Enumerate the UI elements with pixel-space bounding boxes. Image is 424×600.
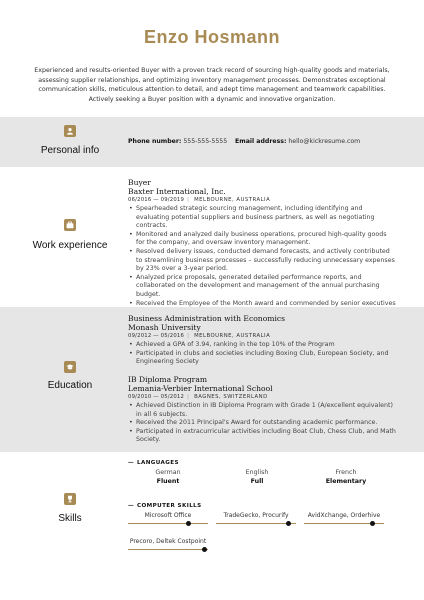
skill-level-marker <box>286 521 291 526</box>
language-name: French <box>335 469 357 476</box>
job-meta: 06/2016 — 09/2019 | MELBOURNE, AUSTRALIA <box>128 197 271 203</box>
skill-level-bar <box>128 549 208 550</box>
computer-skill-item <box>128 538 208 550</box>
skill-level-bar <box>216 523 296 524</box>
section-title-work: Work experience <box>32 240 108 251</box>
education-entry <box>128 375 396 445</box>
skill-level-marker <box>370 521 375 526</box>
language-item <box>214 468 300 486</box>
email-label: Email address: <box>235 138 287 145</box>
list-item: • Monitored and analyzed daily business operations, procured high-quality goods for the company, and oversaw inventory management. <box>128 231 396 248</box>
computer-skill-item <box>128 512 208 524</box>
list-item: • Achieved Distinction in IB Diploma Program with Grade 1 (A/excellent equivalent) in all 6 subjects. <box>128 402 396 419</box>
language-item <box>303 468 389 486</box>
skill-name: TradeGecko, Procurify <box>223 512 289 519</box>
language-level: Elementary <box>325 478 367 485</box>
section-title-education: Education <box>47 380 93 391</box>
phone-label: Phone number: <box>128 138 182 145</box>
education-dates: 09/2012 — 05/2016 <box>128 333 185 339</box>
graduation-cap-icon <box>64 361 76 373</box>
language-name: English <box>245 469 269 476</box>
section-title-skills: Skills <box>58 513 82 524</box>
education-entry <box>128 314 396 367</box>
job-location: MELBOURNE, AUSTRALIA <box>194 197 271 203</box>
education-section <box>0 307 424 452</box>
person-icon <box>64 125 76 137</box>
computer-skills-heading-label: COMPUTER SKILLS <box>137 503 202 509</box>
trophy-icon <box>64 493 76 505</box>
skills-section <box>0 452 424 600</box>
skill-level-marker <box>202 547 207 552</box>
skill-level-marker <box>186 521 191 526</box>
languages-heading: — LANGUAGES <box>128 460 179 466</box>
school-name: Monash University <box>128 323 201 332</box>
language-item <box>125 468 211 486</box>
languages-heading-label: LANGUAGES <box>137 460 179 466</box>
job-dates: 06/2016 — 09/2019 <box>128 197 185 203</box>
skill-level-bar <box>304 523 384 524</box>
language-level: Fluent <box>156 478 180 485</box>
list-item: • Received the Employee of the Month award and commended by senior executives <box>128 300 396 317</box>
work-experience-section <box>0 167 424 307</box>
professional-summary: Experienced and results-oriented Buyer with a proven track record of sourcing high-quality goods and materials, assessing supplier relationships, and optimizing inventory management processes. Demonstrates exceptional communication skills, meticulous attention to detail, and adept time management and teamwork capabilities. Actively seeking a Buyer position with a dynamic and innovative organization. <box>34 67 390 103</box>
language-level: Full <box>250 478 264 485</box>
briefcase-icon <box>64 219 76 231</box>
candidate-name: Enzo Hosmann <box>143 27 280 47</box>
computer-skills-heading: — COMPUTER SKILLS <box>128 503 202 509</box>
degree-title: Business Administration with Economics <box>128 314 286 323</box>
skill-name: AvidXchange, Orderhive <box>307 512 381 519</box>
computer-skill-item <box>304 512 384 524</box>
language-name: German <box>155 469 181 476</box>
list-item: • Participated in clubs and societies including Boxing Club, European Society, and Engineering Society <box>128 350 396 367</box>
skill-level-bar <box>128 523 208 524</box>
list-item: • Participated in extracurricular activities including Boat Club, Chess Club, and Math Society. <box>128 428 396 445</box>
list-item: • Received the 2011 Principal's Award for outstanding academic performance. <box>128 419 396 428</box>
education-bullets <box>128 402 396 445</box>
list-item: • Spearheaded strategic sourcing management, including identifying and evaluating potential suppliers and business partners, as well as negotiating contracts. <box>128 205 396 231</box>
list-item: • Achieved a GPA of 3.94, ranking in the top 10% of the Program <box>128 341 396 350</box>
skill-name: Microsoft Office <box>144 512 192 519</box>
contact-line <box>128 138 396 145</box>
job-entry <box>128 178 396 317</box>
employer-name: Baxter International, Inc. <box>128 187 226 196</box>
personal-info-section <box>0 117 424 167</box>
phone-value[interactable]: 555-555-5555 <box>183 138 228 145</box>
education-meta: 09/2010 — 05/2012 | BAGNES, SWITZERLAND <box>128 394 268 400</box>
education-dates: 09/2010 — 05/2012 <box>128 394 185 400</box>
job-bullets <box>128 205 396 317</box>
education-meta: 09/2012 — 05/2016 | MELBOURNE, AUSTRALIA <box>128 333 271 339</box>
school-name: Lemania-Verbier International School <box>128 384 273 393</box>
education-location: MELBOURNE, AUSTRALIA <box>194 333 271 339</box>
section-title-personal: Personal info <box>40 145 100 156</box>
list-item: • Resolved delivery issues, conducted demand forecasts, and actively contributed to streamlining business processes – successfully reducing unnecessary expenses by 23% over a 3-year period. <box>128 248 396 274</box>
skill-name: Precoro, Deltek Costpoint <box>129 538 207 545</box>
email-value[interactable]: hello@kickresume.com <box>288 138 361 145</box>
education-location: BAGNES, SWITZERLAND <box>194 394 268 400</box>
degree-title: IB Diploma Program <box>128 375 208 384</box>
computer-skill-item <box>216 512 296 524</box>
job-title: Buyer <box>128 178 151 187</box>
list-item: • Analyzed price proposals, generated detailed performance reports, and collaborated on the development and management of the annual purchasing budget. <box>128 274 396 300</box>
education-bullets <box>128 341 396 367</box>
